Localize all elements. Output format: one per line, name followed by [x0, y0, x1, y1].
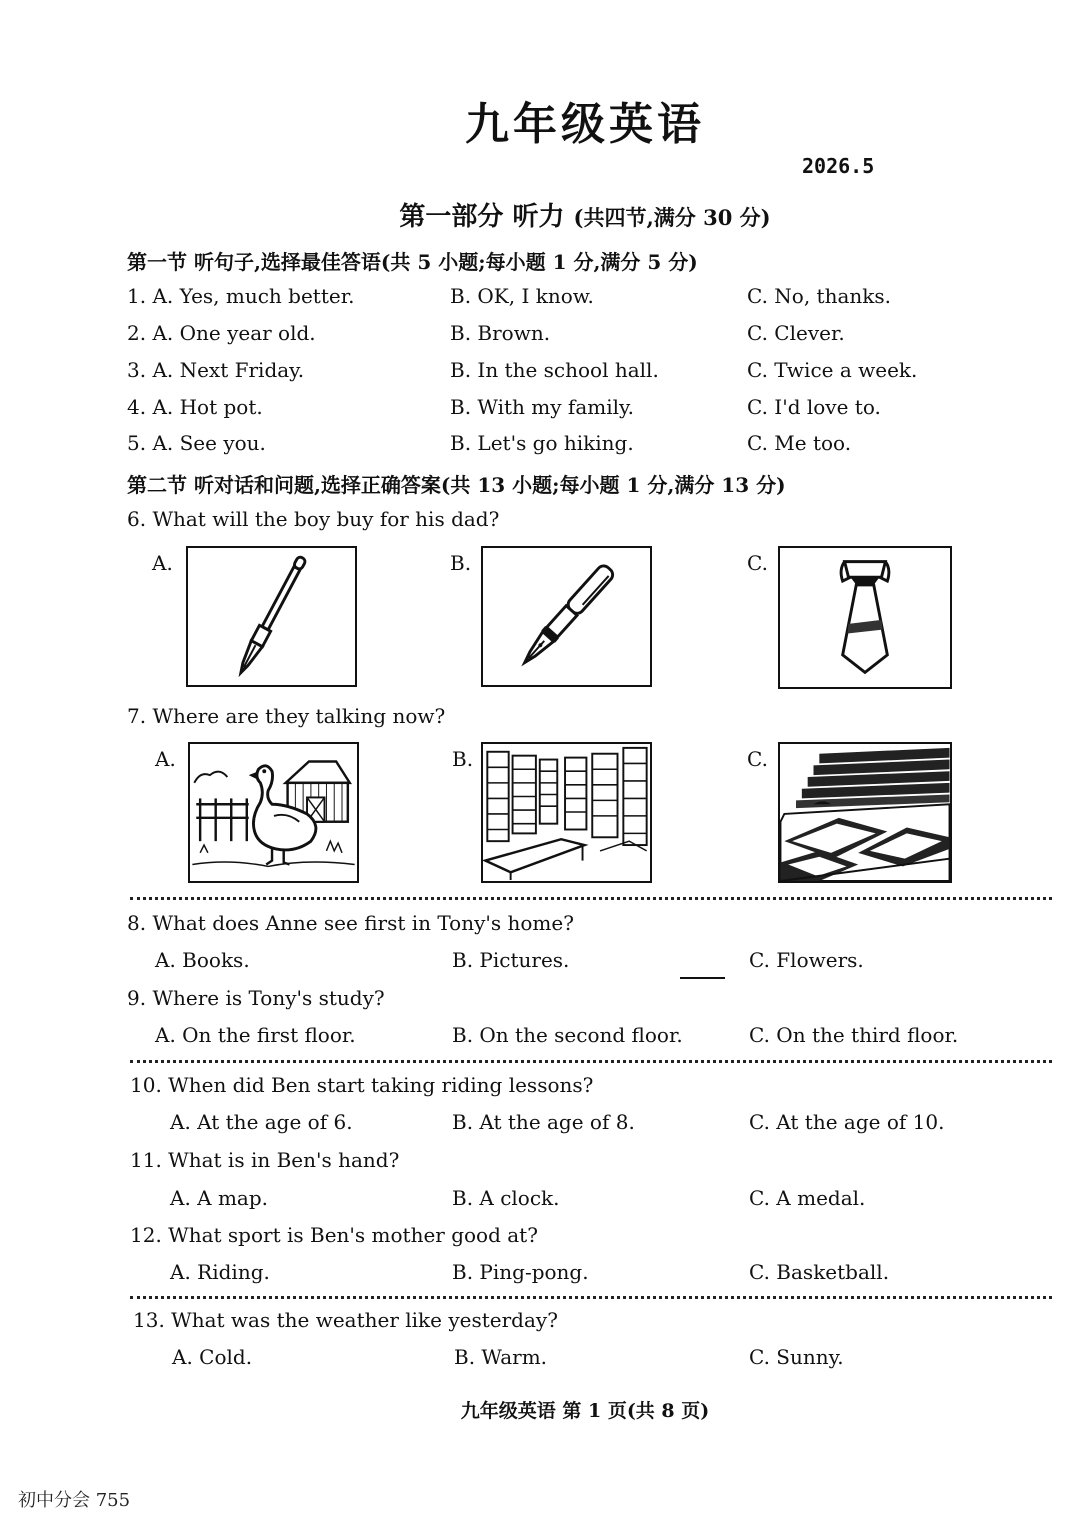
- q6-picture-b: [481, 546, 652, 687]
- q8-text: 8. What does Anne see first in Tony's home?: [127, 911, 574, 935]
- q9-option-c: C. On the third floor.: [749, 1023, 959, 1047]
- necktie-icon: [780, 548, 950, 687]
- q3-option-b: B. In the school hall.: [450, 358, 659, 382]
- part-title: 第一部分 听力: [399, 202, 565, 232]
- q7-label-a: A.: [155, 747, 176, 771]
- q13-option-b: B. Warm.: [454, 1345, 548, 1369]
- q5-option-b: B. Let's go hiking.: [450, 431, 634, 455]
- q6-picture-a: [186, 546, 357, 687]
- q6-text: 6. What will the boy buy for his dad?: [127, 507, 500, 531]
- q12-option-c: C. Basketball.: [749, 1260, 890, 1284]
- q12-option-b: B. Ping-pong.: [452, 1260, 589, 1284]
- q3-option-c: C. Twice a week.: [747, 358, 918, 382]
- divider-2: [130, 1060, 1052, 1063]
- q13-text: 13. What was the weather like yesterday?: [133, 1308, 558, 1332]
- q2-option-c: C. Clever.: [747, 321, 845, 345]
- q11-option-a: A. A map.: [170, 1186, 269, 1210]
- part-heading: [0, 196, 1080, 233]
- q10-text: 10. When did Ben start taking riding lessons?: [130, 1073, 594, 1097]
- q11-option-b: B. A clock.: [452, 1186, 560, 1210]
- q5-option-a: 5. A. See you.: [127, 431, 266, 455]
- q8-option-c: C. Flowers.: [749, 948, 864, 972]
- q7-picture-c: [778, 742, 952, 883]
- farm-goose-icon: [190, 744, 357, 881]
- q7-picture-b: [481, 742, 652, 883]
- q13-option-c: C. Sunny.: [749, 1345, 844, 1369]
- q4-option-b: B. With my family.: [450, 395, 634, 419]
- q6-label-c: C.: [747, 551, 768, 575]
- q12-text: 12. What sport is Ben's mother good at?: [130, 1223, 538, 1247]
- q11-text: 11. What is in Ben's hand?: [130, 1148, 400, 1172]
- exam-date: 2026.5: [802, 154, 875, 178]
- library-shelves-icon: [483, 744, 650, 881]
- q6-label-b: B.: [450, 551, 472, 575]
- page-footer: 九年级英语 第 1 页(共 8 页): [460, 1400, 710, 1422]
- q10-option-b: B. At the age of 8.: [452, 1110, 635, 1134]
- watermark: 初中分会 755: [18, 1490, 131, 1511]
- q13-option-a: A. Cold.: [172, 1345, 253, 1369]
- stadium-icon: [780, 744, 950, 881]
- q9-option-a: A. On the first floor.: [155, 1023, 356, 1047]
- q1-option-c: C. No, thanks.: [747, 284, 892, 308]
- q4-option-a: 4. A. Hot pot.: [127, 395, 263, 419]
- divider-3: [130, 1296, 1052, 1299]
- q2-option-a: 2. A. One year old.: [127, 321, 316, 345]
- q1-option-b: B. OK, I know.: [450, 284, 594, 308]
- q8-option-a: A. Books.: [155, 948, 250, 972]
- part-note: (共四节,满分 30 分): [573, 205, 771, 230]
- q6-picture-c: [778, 546, 952, 689]
- q7-text: 7. Where are they talking now?: [127, 704, 446, 728]
- q3-option-a: 3. A. Next Friday.: [127, 358, 305, 382]
- pen-mark: [680, 977, 725, 979]
- q7-picture-a: [188, 742, 359, 883]
- q5-option-c: C. Me too.: [747, 431, 852, 455]
- q2-option-b: B. Brown.: [450, 321, 551, 345]
- q7-label-b: B.: [452, 747, 474, 771]
- divider-1: [130, 897, 1052, 900]
- q9-option-b: B. On the second floor.: [452, 1023, 683, 1047]
- q1-option-a: 1. A. Yes, much better.: [127, 284, 355, 308]
- q7-label-c: C.: [747, 747, 768, 771]
- paintbrush-icon: [188, 548, 355, 685]
- q12-option-a: A. Riding.: [170, 1260, 270, 1284]
- fountain-pen-icon: [483, 548, 650, 685]
- q4-option-c: C. I'd love to.: [747, 395, 881, 419]
- section1-heading: 第一节 听句子,选择最佳答语(共 5 小题;每小题 1 分,满分 5 分): [127, 250, 698, 274]
- q10-option-c: C. At the age of 10.: [749, 1110, 945, 1134]
- q11-option-c: C. A medal.: [749, 1186, 866, 1210]
- q10-option-a: A. At the age of 6.: [170, 1110, 353, 1134]
- q9-text: 9. Where is Tony's study?: [127, 986, 385, 1010]
- section2-heading: 第二节 听对话和问题,选择正确答案(共 13 小题;每小题 1 分,满分 13 分): [127, 473, 786, 497]
- exam-title: 九年级英语: [465, 99, 705, 150]
- q8-option-b: B. Pictures.: [452, 948, 570, 972]
- q6-label-a: A.: [152, 551, 173, 575]
